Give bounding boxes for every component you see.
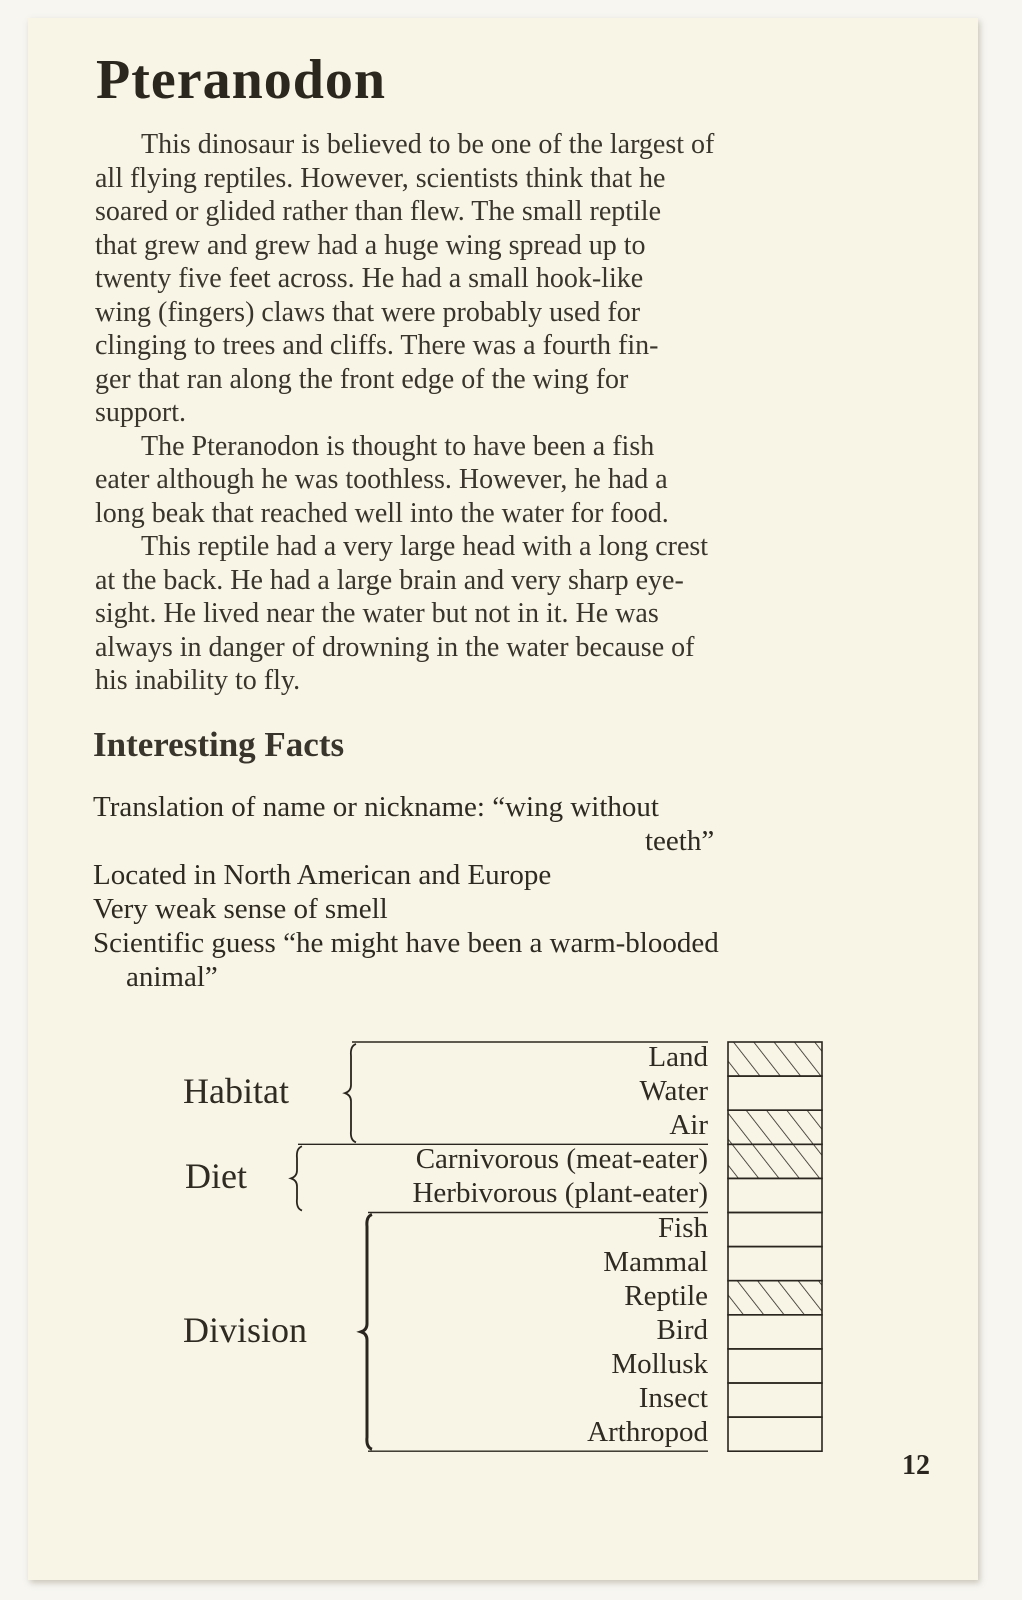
fact-located: Located in North American and Europe: [93, 859, 552, 891]
option-label: Carnivorous (meat-eater): [415, 1143, 708, 1176]
checkbox-empty: [728, 1076, 822, 1110]
page-number: 12: [902, 1450, 930, 1481]
text-line: This reptile had a very large head with a long crest: [141, 531, 709, 562]
checkbox-empty: [728, 1213, 822, 1247]
checkbox-empty: [728, 1247, 822, 1281]
text-line: at the back. He had a large brain and very sharp eye-: [95, 564, 684, 596]
option-label: Reptile: [624, 1279, 708, 1312]
option-label: Bird: [656, 1313, 708, 1346]
fact-guess: Scientific guess “he might have been a warm-blooded: [93, 927, 719, 959]
option-label: Fish: [658, 1211, 708, 1244]
checkbox-hatched: [728, 1144, 822, 1178]
category-label-diet: Diet: [185, 1156, 247, 1197]
option-label: Land: [648, 1041, 708, 1073]
option-label: Arthropod: [587, 1416, 708, 1449]
checkbox-hatched: [728, 1042, 822, 1076]
option-label: Insect: [638, 1382, 708, 1414]
checkbox-empty: [728, 1315, 822, 1349]
text-line: his inability to fly.: [95, 665, 301, 696]
text-line: support.: [95, 397, 186, 428]
text-line: twenty five feet across. He had a small hook-like: [95, 263, 644, 294]
text-line: always in danger of drowning in the water because of: [95, 631, 695, 663]
fact-guess-cont: animal”: [126, 961, 218, 993]
checkbox-empty: [728, 1383, 822, 1417]
brace-icon: [345, 1044, 356, 1142]
category-label-habitat: Habitat: [183, 1071, 289, 1112]
fact-translation-cont: teeth”: [645, 825, 715, 857]
text-line: The Pteranodon is thought to have been a fish: [141, 430, 655, 462]
text-line: all flying reptiles. However, scientists think that he: [95, 162, 666, 194]
page-title: Pteranodon: [96, 49, 386, 111]
option-label: Water: [639, 1075, 708, 1108]
option-label: Mammal: [603, 1245, 708, 1278]
checkbox-hatched: [728, 1281, 822, 1315]
facts-heading: Interesting Facts: [93, 725, 345, 764]
option-label: Mollusk: [611, 1347, 708, 1380]
checkbox-empty: [728, 1349, 822, 1383]
checkbox-empty: [728, 1417, 822, 1451]
brace-icon: [361, 1215, 372, 1450]
option-label: Herbivorous (plant-eater): [412, 1177, 708, 1210]
text-line: eater although he was toothless. However, he had a: [95, 464, 668, 495]
text-line: This dinosaur is believed to be one of the largest of: [141, 129, 715, 160]
text-line: ger that ran along the front edge of the wing for: [95, 363, 629, 395]
checkbox-empty: [728, 1178, 822, 1212]
category-label-division: Division: [183, 1309, 308, 1350]
option-label: Air: [669, 1109, 708, 1142]
text-line: clinging to trees and cliffs. There was a fourth fin-: [95, 330, 659, 361]
checkbox-hatched: [728, 1110, 822, 1144]
text-line: sight. He lived near the water but not in it. He was: [95, 598, 659, 629]
brace-icon: [291, 1146, 302, 1210]
text-line: wing (fingers) claws that were probably used for: [95, 296, 641, 328]
text-line: that grew and grew had a huge wing spread up to: [95, 229, 646, 261]
text-line: soared or glided rather than flew. The small reptile: [95, 196, 662, 227]
fact-translation: Translation of name or nickname: “wing without: [93, 791, 659, 823]
fact-smell: Very weak sense of smell: [93, 893, 388, 925]
text-line: long beak that reached well into the water for food.: [95, 497, 669, 529]
